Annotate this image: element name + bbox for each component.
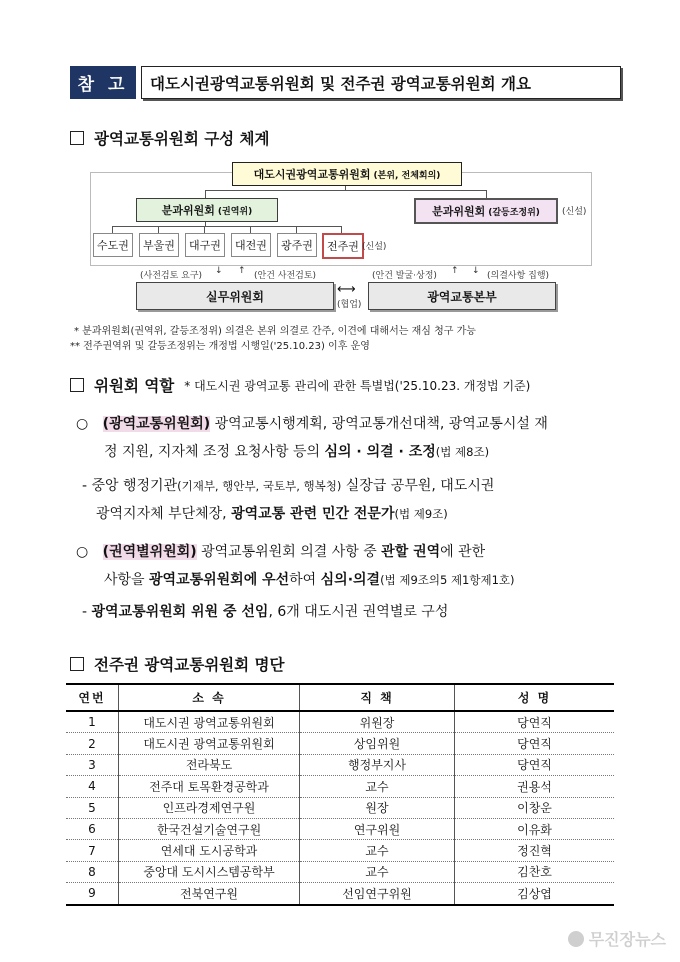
city-box: 대전권 (231, 233, 271, 257)
table-cell: 8 (66, 861, 119, 882)
connector-line (296, 226, 297, 233)
conflict-subcommittee-box (414, 198, 558, 224)
table-row (66, 797, 614, 818)
role-text: - (82, 604, 92, 620)
table-header-row (66, 684, 614, 711)
table-row (66, 818, 614, 839)
main-committee-box (232, 162, 462, 186)
connector-line (486, 190, 487, 198)
conflict-subcommittee-label: 분과위원회 (432, 205, 486, 218)
roster-table (66, 683, 614, 906)
law-ref: (법 제8조) (435, 445, 490, 459)
table-row (66, 776, 614, 797)
role-subitem-members (82, 472, 622, 528)
table-row (66, 733, 614, 754)
role-text: - 중앙 행정기관 (82, 478, 178, 494)
section-heading-structure (70, 127, 270, 149)
role-text: 정 지원, 지자체 조정 요청사항 등의 (104, 444, 325, 460)
table-cell: 이유화 (455, 818, 615, 839)
bullet: ○ (76, 544, 89, 560)
section-heading-role (70, 374, 530, 396)
table-cell: 5 (66, 797, 119, 818)
connector-line (205, 190, 487, 191)
table-cell: 6 (66, 818, 119, 839)
down-arrow-icon: ↓ (215, 266, 223, 276)
table-cell: 9 (66, 883, 119, 905)
new-note: (신설) (562, 207, 587, 217)
table-cell: 인프라경제연구원 (119, 797, 300, 818)
table-cell: 3 (66, 754, 119, 775)
role-emphasis: 심의 · 의결 · 조정 (324, 444, 436, 460)
role-text: 에 관한 (440, 544, 486, 560)
section-title: 광역교통위원회 구성 체계 (94, 130, 270, 148)
bidirectional-arrow-icon: ⟷ (337, 282, 356, 297)
table-row (66, 711, 614, 733)
news-watermark (568, 927, 666, 950)
checkbox-square-icon (70, 378, 84, 392)
column-header: 연번 (66, 684, 119, 711)
logo-icon (568, 931, 584, 947)
city-box: 대구권 (185, 233, 225, 257)
table-cell: 전북연구원 (119, 883, 300, 905)
connector-line (341, 226, 342, 233)
role-text: 광역교통시행계획, 광역교통개선대책, 광역교통시설 재 (210, 416, 548, 432)
up-arrow-icon: ↑ (238, 266, 246, 276)
city-new-note: (신설) (362, 242, 387, 252)
connector-line (250, 226, 251, 233)
city-box-jeonju: 전주권 (322, 233, 364, 259)
flow-label: (의결사항 집행) (487, 271, 550, 281)
role-text: 광역교통위원회 의결 사항 중 (196, 544, 382, 560)
working-committee-box: 실무위원회 (136, 282, 334, 310)
table-row (66, 840, 614, 861)
table-cell: 이창운 (455, 797, 615, 818)
document-title: 대도시권광역교통위원회 및 전주권 광역교통위원회 개요 (141, 66, 621, 99)
section-title: 전주권 광역교통위원회 명단 (94, 656, 285, 674)
conflict-subcommittee-sublabel: (갈등조정위) (488, 207, 540, 218)
table-cell: 4 (66, 776, 119, 797)
role-emphasis: 심의·의결 (320, 572, 381, 588)
transport-hq-box: 광역교통본부 (368, 282, 556, 310)
table-cell: 중앙대 도시시스템공학부 (119, 861, 300, 882)
role-item-committee (76, 410, 621, 466)
connector-line (112, 226, 113, 233)
connector-line (204, 226, 205, 233)
section-heading-roster (70, 653, 284, 675)
city-box: 수도권 (93, 233, 133, 257)
role-text: , 6개 대도시권 권역별로 구성 (268, 604, 449, 620)
role-text: 실장급 공무원, 대도시권 (341, 478, 495, 494)
watermark-text: 무진장뉴스 (588, 930, 666, 949)
table-cell: 대도시권 광역교통위원회 (119, 733, 300, 754)
table-cell: 한국건설기술연구원 (119, 818, 300, 839)
table-cell: 교수 (300, 861, 455, 882)
table-row (66, 883, 614, 905)
table-cell: 7 (66, 840, 119, 861)
table-cell: 연구위원 (300, 818, 455, 839)
flow-label: (안건 발굴·상정) (372, 271, 437, 281)
table-cell: 대도시권 광역교통위원회 (119, 711, 300, 733)
table-cell: 행정부지사 (300, 754, 455, 775)
law-ref: (법 제9조) (394, 507, 448, 521)
city-box: 부울권 (139, 233, 179, 257)
role-item-regional (76, 538, 621, 594)
flow-label: (안건 사전검토) (254, 271, 317, 281)
section-title: 위원회 역할 (94, 377, 175, 395)
flow-label: (사전검토 요구) (140, 271, 203, 281)
role-emphasis: 광역교통 관련 민간 전문가 (231, 506, 395, 522)
highlight-label: (광역교통위원회) (102, 416, 211, 432)
role-emphasis: 광역교통위원회 위원 중 선임 (91, 604, 269, 620)
up-arrow-icon: ↑ (451, 266, 459, 276)
ministry-list: (기재부, 행안부, 국토부, 행복청) (177, 479, 342, 493)
table-cell: 위원장 (300, 711, 455, 733)
down-arrow-icon: ↓ (472, 266, 480, 276)
table-cell: 상임위원 (300, 733, 455, 754)
table-cell: 1 (66, 711, 119, 733)
table-cell: 김상엽 (455, 883, 615, 905)
table-cell: 선임연구위원 (300, 883, 455, 905)
city-box: 광주권 (277, 233, 317, 257)
bullet: ○ (76, 416, 89, 432)
regional-subcommittee-label: 분과위원회 (161, 204, 215, 217)
table-cell: 정진혁 (455, 840, 615, 861)
highlight-label: (권역별위원회) (102, 544, 197, 560)
footnote: * 분과위원회(권역위, 갈등조정위) 의결은 본위 의결로 간주, 이견에 대해서는 재심 청구 가능 (74, 326, 476, 337)
table-cell: 당연직 (455, 711, 615, 733)
table-cell: 김찬호 (455, 861, 615, 882)
checkbox-square-icon (70, 657, 84, 671)
table-cell: 교수 (300, 840, 455, 861)
column-header: 직 책 (300, 684, 455, 711)
connector-line (112, 226, 342, 227)
role-subitem-composition (82, 598, 622, 626)
law-ref: (법 제9조의5 제1항제1호) (380, 573, 515, 587)
reference-badge: 참 고 (70, 66, 136, 99)
column-header: 소 속 (119, 684, 300, 711)
table-cell: 원장 (300, 797, 455, 818)
table-cell: 권용석 (455, 776, 615, 797)
main-committee-label: 대도시권광역교통위원회 (253, 168, 371, 181)
collaboration-label: (협업) (337, 300, 362, 310)
table-row (66, 861, 614, 882)
column-header: 성 명 (455, 684, 615, 711)
regional-subcommittee-sublabel: (권역위) (217, 206, 253, 217)
role-emphasis: 광역교통위원회에 우선 (149, 572, 290, 588)
legal-note: * 대도시권 광역교통 관리에 관한 특별법('25.10.23. 개정법 기준) (184, 378, 531, 393)
role-text: 광역지자체 부단체장, (96, 506, 232, 522)
table-cell: 교수 (300, 776, 455, 797)
role-text: 사항을 (104, 572, 150, 588)
footnote: ** 전주권역위 및 갈등조정위는 개정법 시행일('25.10.23) 이후 운영 (70, 341, 370, 352)
table-cell: 당연직 (455, 733, 615, 754)
connector-line (205, 190, 206, 198)
connector-line (158, 226, 159, 233)
table-cell: 전라북도 (119, 754, 300, 775)
checkbox-square-icon (70, 131, 84, 145)
table-cell: 전주대 토목환경공학과 (119, 776, 300, 797)
role-emphasis: 관할 권역 (381, 544, 441, 560)
regional-subcommittee-box (136, 198, 278, 222)
role-text: 하여 (289, 572, 321, 588)
table-cell: 연세대 도시공학과 (119, 840, 300, 861)
table-cell: 당연직 (455, 754, 615, 775)
main-committee-sublabel: (본위, 전체회의) (373, 170, 441, 181)
table-row (66, 754, 614, 775)
table-cell: 2 (66, 733, 119, 754)
